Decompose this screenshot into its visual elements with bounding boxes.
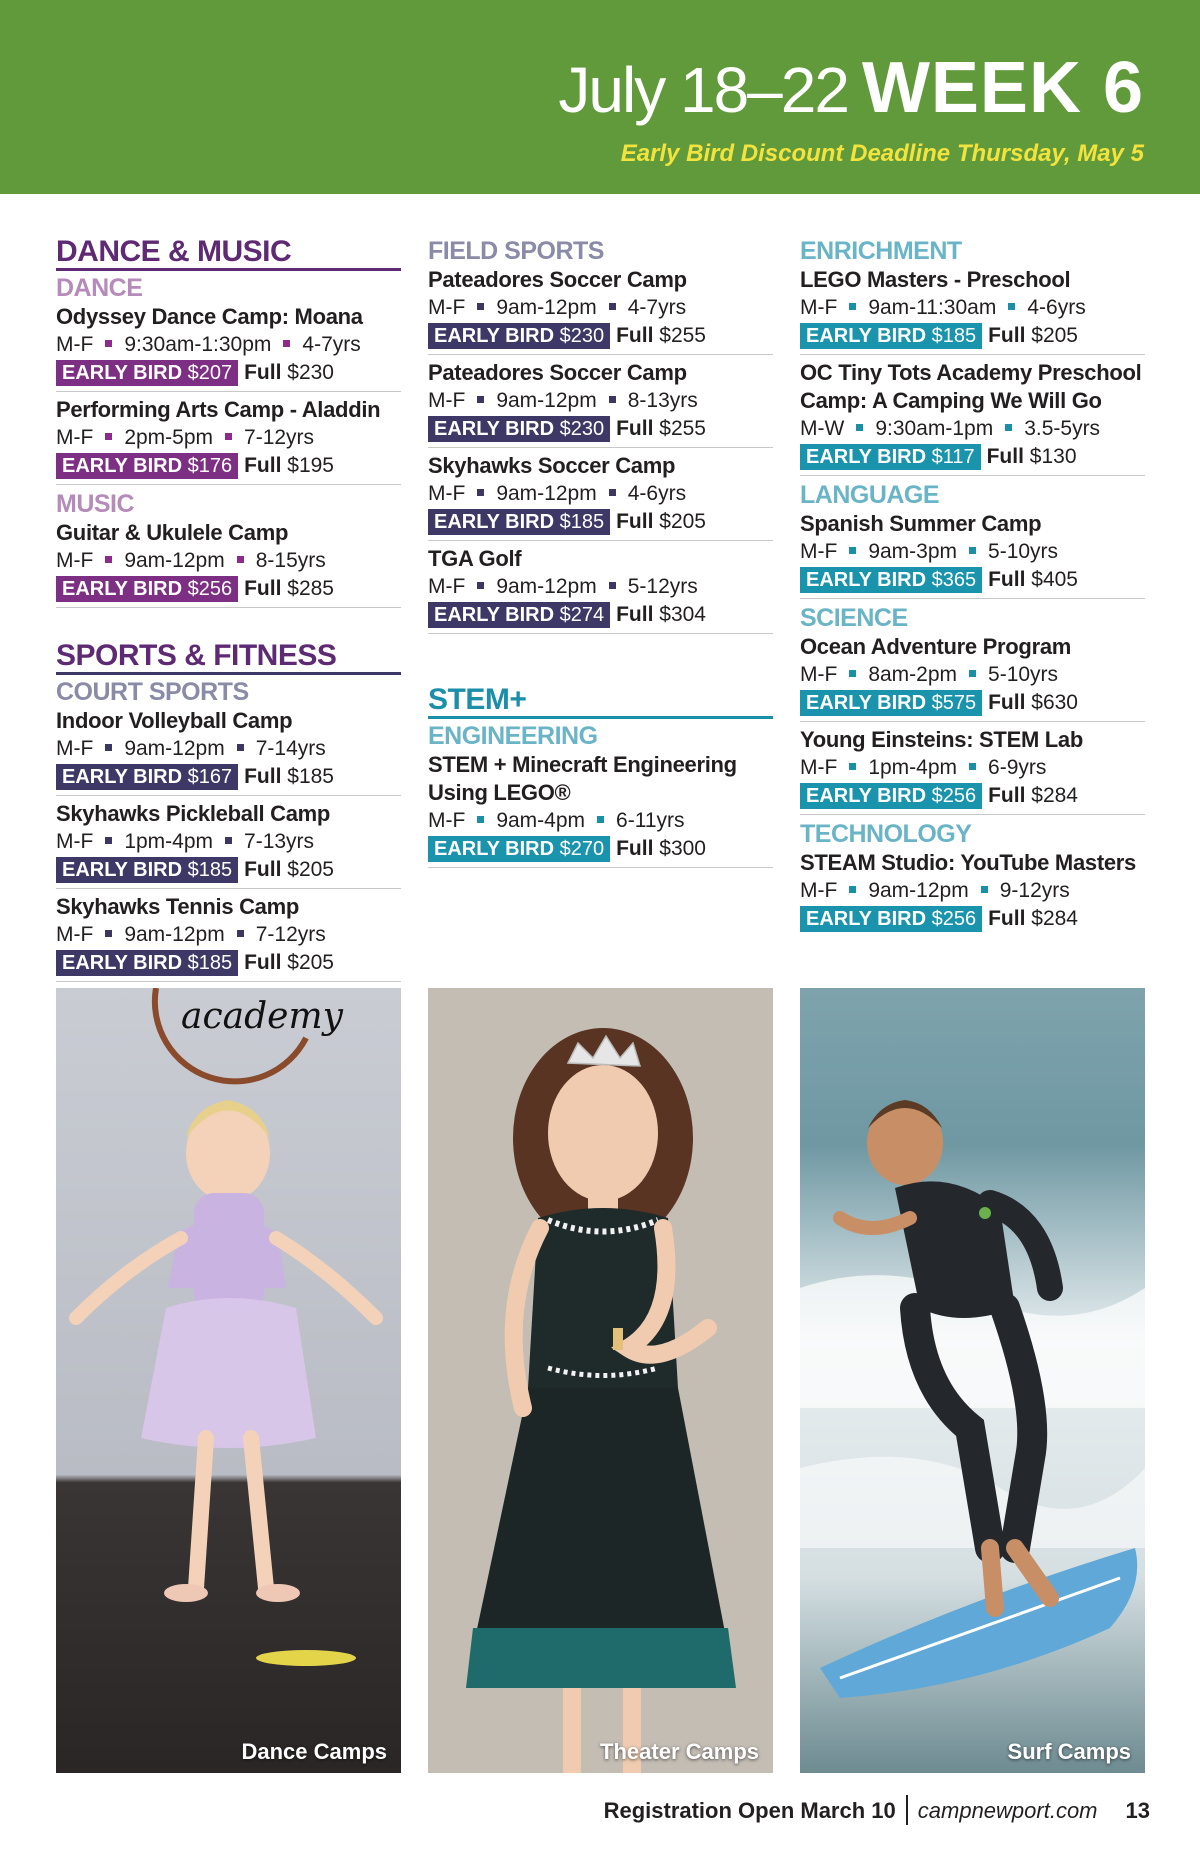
early-bird-badge: EARLY BIRD $185 — [56, 857, 238, 883]
full-price: $130 — [1029, 445, 1077, 468]
price-row — [428, 508, 773, 536]
camp-listing — [428, 359, 773, 448]
camp-days: M-F — [800, 879, 838, 902]
camp-schedule — [800, 538, 1145, 566]
bullet-icon — [981, 886, 988, 893]
price-row — [800, 905, 1145, 933]
camp-name: STEM + Minecraft Engineering Using LEGO® — [428, 752, 737, 805]
early-bird-badge: EARLY BIRD $256 — [800, 783, 982, 809]
price-row — [56, 856, 401, 884]
early-bird-badge: EARLY BIRD $575 — [800, 690, 982, 716]
full-label: Full — [244, 361, 282, 384]
early-bird-price: $185 — [187, 952, 233, 974]
camp-name: Spanish Summer Camp — [800, 511, 1042, 536]
early-bird-badge: EARLY BIRD $256 — [800, 906, 982, 932]
camp-time: 9am-12pm — [868, 879, 969, 902]
bullet-icon — [477, 489, 484, 496]
price-row — [800, 322, 1145, 350]
camp-days: M-F — [800, 296, 838, 319]
camp-ages: 5-10yrs — [988, 540, 1059, 563]
bullet-icon — [477, 303, 484, 310]
camp-listing — [428, 545, 773, 634]
bullet-icon — [609, 489, 616, 496]
camp-schedule — [428, 480, 773, 508]
camp-ages: 4-6yrs — [627, 482, 687, 505]
camp-time: 9am-11:30am — [868, 296, 997, 319]
section-title: STEM+ — [428, 684, 773, 719]
price-row — [800, 566, 1145, 594]
price-row — [800, 689, 1145, 717]
bullet-icon — [105, 837, 112, 844]
camp-schedule — [428, 387, 773, 415]
photo-caption: Theater Camps — [600, 1739, 759, 1764]
bullet-icon — [849, 763, 856, 770]
category-enrichment: ENRICHMENT — [800, 237, 962, 265]
camp-schedule — [800, 294, 1145, 322]
field-sports-section — [428, 236, 773, 634]
early-bird-price: $185 — [187, 859, 233, 881]
full-label: Full — [616, 510, 654, 533]
camp-time: 9am-3pm — [868, 540, 958, 563]
camp-ages: 5-10yrs — [988, 663, 1059, 686]
camp-days: M-F — [428, 389, 466, 412]
bullet-icon — [849, 547, 856, 554]
camp-listing — [800, 726, 1145, 815]
photo-caption: Dance Camps — [241, 1739, 387, 1764]
early-bird-badge: EARLY BIRD $167 — [56, 764, 238, 790]
full-label: Full — [988, 568, 1026, 591]
camp-listing — [428, 751, 773, 868]
camp-schedule — [56, 547, 401, 575]
page-number: 13 — [1125, 1798, 1150, 1823]
price-row — [428, 835, 773, 863]
full-label: Full — [616, 324, 654, 347]
full-price: $304 — [659, 603, 706, 626]
price-row — [428, 322, 773, 350]
early-bird-deadline: Early Bird Discount Deadline Thursday, May 5 — [620, 140, 1144, 167]
category-language: LANGUAGE — [800, 481, 940, 509]
camp-days: M-F — [56, 830, 94, 853]
camp-listing — [56, 893, 401, 982]
early-bird-price: $176 — [187, 455, 233, 477]
page-footer — [604, 1796, 1150, 1827]
bullet-icon — [856, 424, 863, 431]
camp-name: Guitar & Ukulele Camp — [56, 520, 289, 545]
camp-listing — [428, 452, 773, 541]
dancer-illustration — [56, 988, 401, 1773]
bullet-icon — [609, 396, 616, 403]
early-bird-price: $117 — [931, 446, 975, 468]
price-row — [56, 949, 401, 977]
camp-listing — [56, 519, 401, 608]
bullet-icon — [1008, 303, 1015, 310]
early-bird-badge: EARLY BIRD $207 — [56, 360, 238, 386]
camp-days: M-F — [428, 482, 466, 505]
week-dates: July 18–22 — [558, 54, 848, 126]
price-row — [800, 782, 1145, 810]
bullet-icon — [105, 744, 112, 751]
full-price: $284 — [1031, 784, 1078, 807]
early-bird-badge: EARLY BIRD $274 — [428, 602, 610, 628]
camp-time: 9am-12pm — [496, 575, 597, 598]
camp-listing — [56, 303, 401, 392]
bullet-icon — [283, 340, 290, 347]
camp-ages: 6-11yrs — [616, 809, 685, 832]
camp-time: 1pm-4pm — [868, 756, 958, 779]
column-middle — [428, 236, 773, 872]
bullet-icon — [237, 744, 244, 751]
camp-days: M-F — [428, 809, 466, 832]
camp-ages: 4-7yrs — [627, 296, 687, 319]
section-title: DANCE & MUSIC — [56, 236, 401, 271]
bullet-icon — [597, 816, 604, 823]
camp-ages: 8-15yrs — [255, 549, 326, 572]
early-bird-price: $185 — [931, 325, 977, 347]
bullet-icon — [237, 930, 244, 937]
early-bird-badge: EARLY BIRD $185 — [56, 950, 238, 976]
category-technology: TECHNOLOGY — [800, 820, 972, 848]
camp-name: OC Tiny Tots Academy Preschool Camp: A Camping We Will Go — [800, 360, 1142, 413]
camp-name: Skyhawks Tennis Camp — [56, 894, 300, 919]
camp-time: 9am-12pm — [496, 482, 597, 505]
camp-schedule — [428, 807, 773, 835]
camp-days: M-F — [56, 923, 94, 946]
full-label: Full — [986, 445, 1024, 468]
camp-name: Odyssey Dance Camp: Moana — [56, 304, 363, 329]
camp-ages: 7-12yrs — [244, 426, 315, 449]
dance-music-section — [56, 236, 401, 608]
full-label: Full — [988, 324, 1026, 347]
category-music: MUSIC — [56, 490, 135, 518]
bullet-icon — [477, 396, 484, 403]
camp-ages: 8-13yrs — [627, 389, 698, 412]
week-title — [558, 48, 1144, 128]
full-price: $205 — [1031, 324, 1078, 347]
camp-listing — [56, 396, 401, 485]
camp-ages: 7-12yrs — [255, 923, 326, 946]
full-price: $255 — [659, 417, 706, 440]
bullet-icon — [105, 433, 112, 440]
full-price: $195 — [287, 454, 334, 477]
early-bird-badge: EARLY BIRD $270 — [428, 836, 610, 862]
camp-days: M-F — [428, 575, 466, 598]
column-left — [56, 236, 401, 986]
camp-listing — [800, 266, 1145, 355]
bullet-icon — [477, 816, 484, 823]
early-bird-price: $575 — [931, 692, 977, 714]
camp-name: LEGO Masters - Preschool — [800, 267, 1071, 292]
camp-name: STEAM Studio: YouTube Masters — [800, 850, 1136, 875]
bullet-icon — [969, 547, 976, 554]
court-sports-list — [56, 707, 401, 982]
camp-listing — [56, 707, 401, 796]
camp-ages: 3.5-5yrs — [1024, 417, 1101, 440]
performer-illustration — [428, 988, 773, 1773]
camp-days: M-W — [800, 417, 845, 440]
early-bird-badge: EARLY BIRD $256 — [56, 576, 238, 602]
category-science: SCIENCE — [800, 604, 908, 632]
full-label: Full — [616, 417, 654, 440]
bullet-icon — [609, 582, 616, 589]
bullet-icon — [969, 763, 976, 770]
surf-camps-photo — [800, 988, 1145, 1773]
price-row — [56, 359, 401, 387]
full-label: Full — [988, 907, 1026, 930]
camp-listing — [800, 510, 1145, 599]
camp-ages: 5-12yrs — [627, 575, 698, 598]
price-row — [428, 415, 773, 443]
bullet-icon — [849, 303, 856, 310]
camp-days: M-F — [56, 426, 94, 449]
early-bird-price: $167 — [187, 766, 233, 788]
full-price: $255 — [659, 324, 706, 347]
camp-name: Young Einsteins: STEM Lab — [800, 727, 1083, 752]
full-price: $630 — [1031, 691, 1078, 714]
camp-days: M-F — [800, 540, 838, 563]
camp-schedule — [56, 424, 401, 452]
camp-name: Indoor Volleyball Camp — [56, 708, 293, 733]
camp-time: 2pm-5pm — [124, 426, 214, 449]
camp-schedule — [56, 828, 401, 856]
camp-time: 9am-12pm — [124, 923, 225, 946]
camp-time: 9am-12pm — [496, 389, 597, 412]
dance-camps-photo — [56, 988, 401, 1773]
price-row — [56, 452, 401, 480]
bullet-icon — [609, 303, 616, 310]
full-price: $205 — [287, 858, 334, 881]
full-label: Full — [244, 765, 282, 788]
full-label: Full — [244, 951, 282, 974]
full-price: $205 — [659, 510, 706, 533]
camp-schedule — [800, 877, 1145, 905]
column-right — [800, 236, 1145, 941]
camp-schedule — [800, 415, 1145, 443]
early-bird-price: $274 — [559, 604, 605, 626]
early-bird-price: $185 — [559, 511, 605, 533]
camp-listing — [428, 266, 773, 355]
bullet-icon — [225, 837, 232, 844]
early-bird-price: $256 — [187, 578, 233, 600]
camp-time: 8am-2pm — [868, 663, 958, 686]
full-price: $230 — [287, 361, 334, 384]
price-row — [800, 443, 1145, 471]
camp-time: 9am-12pm — [124, 737, 225, 760]
footer-divider — [906, 1795, 908, 1825]
full-label: Full — [616, 603, 654, 626]
camp-listing — [800, 633, 1145, 722]
early-bird-badge: EARLY BIRD $365 — [800, 567, 982, 593]
early-bird-badge: EARLY BIRD $185 — [428, 509, 610, 535]
full-price: $205 — [287, 951, 334, 974]
camp-time: 9:30am-1:30pm — [124, 333, 272, 356]
page-header — [0, 0, 1200, 194]
camp-listing — [56, 800, 401, 889]
camp-time: 9am-4pm — [496, 809, 586, 832]
camp-listing — [800, 359, 1145, 476]
bullet-icon — [105, 556, 112, 563]
camp-name: Pateadores Soccer Camp — [428, 267, 687, 292]
category-engineering: ENGINEERING — [428, 722, 598, 750]
full-price: $185 — [287, 765, 334, 788]
early-bird-price: $256 — [931, 785, 977, 807]
bullet-icon — [849, 670, 856, 677]
full-price: $300 — [659, 837, 706, 860]
full-label: Full — [244, 577, 282, 600]
bullet-icon — [477, 582, 484, 589]
week-number: WEEK 6 — [861, 48, 1144, 128]
early-bird-badge: EARLY BIRD $185 — [800, 323, 982, 349]
surfer-illustration — [800, 988, 1145, 1773]
theater-camps-photo — [428, 988, 773, 1773]
camp-ages: 4-6yrs — [1027, 296, 1086, 319]
camp-name: Skyhawks Pickleball Camp — [56, 801, 331, 826]
camp-days: M-F — [56, 333, 94, 356]
registration-notice: Registration Open March 10 — [603, 1798, 896, 1823]
camp-schedule — [428, 294, 773, 322]
early-bird-price: $365 — [931, 569, 977, 591]
website-link[interactable]: campnewport.com — [917, 1798, 1098, 1823]
full-label: Full — [616, 837, 654, 860]
bullet-icon — [225, 433, 232, 440]
early-bird-badge: EARLY BIRD $230 — [428, 416, 610, 442]
early-bird-price: $207 — [187, 362, 233, 384]
camp-ages: 9-12yrs — [999, 879, 1070, 902]
camp-days: M-F — [800, 663, 838, 686]
early-bird-badge: EARLY BIRD $230 — [428, 323, 610, 349]
sports-fitness-section — [56, 640, 401, 707]
camp-time: 9am-12pm — [124, 549, 225, 572]
camp-listing — [800, 849, 1145, 937]
camp-days: M-F — [800, 756, 838, 779]
camp-schedule — [56, 735, 401, 763]
camp-time: 9:30am-1pm — [875, 417, 994, 440]
camp-time: 1pm-4pm — [124, 830, 214, 853]
camp-name: Ocean Adventure Program — [800, 634, 1072, 659]
camp-name: Performing Arts Camp - Aladdin — [56, 397, 381, 422]
category-dance: DANCE — [56, 274, 143, 302]
early-bird-badge: EARLY BIRD $176 — [56, 453, 238, 479]
wall-sign-text: academy — [181, 996, 343, 1037]
full-label: Full — [244, 454, 282, 477]
bullet-icon — [969, 670, 976, 677]
early-bird-price: $270 — [559, 838, 605, 860]
camp-ages: 6-9yrs — [988, 756, 1047, 779]
category-court-sports: COURT SPORTS — [56, 678, 249, 706]
price-row — [56, 575, 401, 603]
camp-schedule — [56, 331, 401, 359]
bullet-icon — [105, 930, 112, 937]
bullet-icon — [849, 886, 856, 893]
camp-ages: 7-13yrs — [244, 830, 315, 853]
full-label: Full — [244, 858, 282, 881]
price-row — [428, 601, 773, 629]
stem-section — [428, 684, 773, 868]
full-price: $285 — [287, 577, 334, 600]
early-bird-price: $230 — [559, 325, 605, 347]
bullet-icon — [1005, 424, 1012, 431]
full-label: Full — [988, 784, 1026, 807]
camp-name: Pateadores Soccer Camp — [428, 360, 687, 385]
section-title: SPORTS & FITNESS — [56, 640, 401, 675]
bullet-icon — [105, 340, 112, 347]
full-label: Full — [988, 691, 1026, 714]
bullet-icon — [237, 556, 244, 563]
camp-schedule — [800, 754, 1145, 782]
category-field-sports: FIELD SPORTS — [428, 237, 604, 265]
camp-name: TGA Golf — [428, 546, 522, 571]
price-row — [56, 763, 401, 791]
full-price: $284 — [1031, 907, 1078, 930]
camp-days: M-F — [428, 296, 466, 319]
camp-name: Skyhawks Soccer Camp — [428, 453, 676, 478]
camp-ages: 7-14yrs — [255, 737, 326, 760]
camp-schedule — [56, 921, 401, 949]
camp-schedule — [800, 661, 1145, 689]
photo-caption: Surf Camps — [1007, 1739, 1131, 1764]
camp-schedule — [428, 573, 773, 601]
early-bird-badge: EARLY BIRD $117 — [800, 444, 981, 470]
full-price: $405 — [1031, 568, 1078, 591]
camp-days: M-F — [56, 549, 94, 572]
early-bird-price: $256 — [931, 908, 977, 930]
camp-days: M-F — [56, 737, 94, 760]
camp-ages: 4-7yrs — [302, 333, 361, 356]
camp-time: 9am-12pm — [496, 296, 597, 319]
early-bird-price: $230 — [559, 418, 605, 440]
